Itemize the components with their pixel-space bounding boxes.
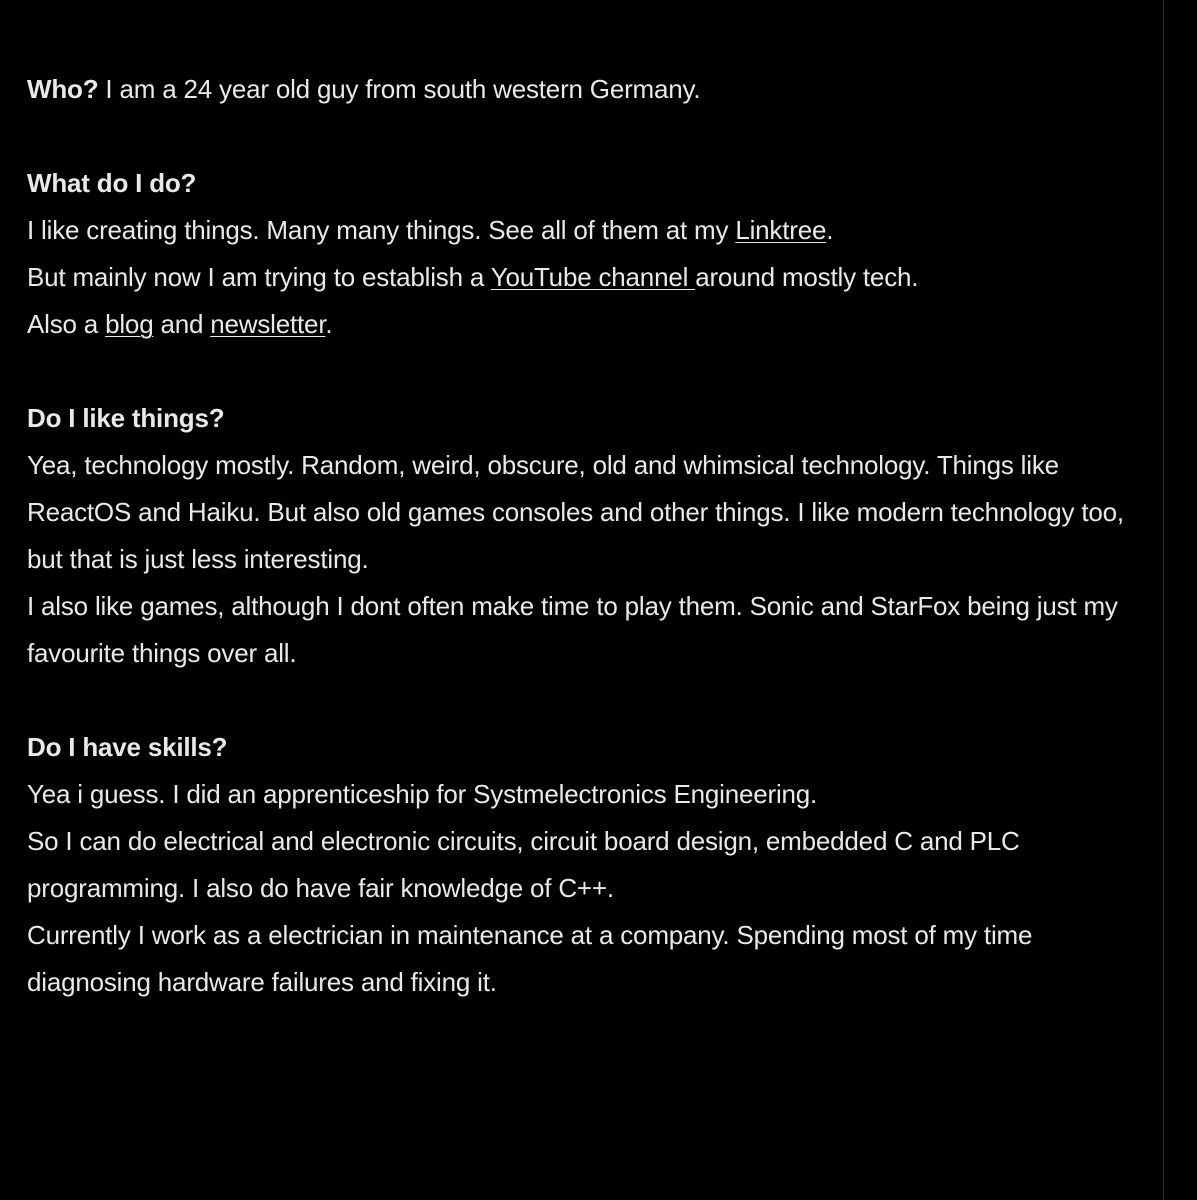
- about-article: [27, 66, 1137, 1006]
- youtube-channel-link[interactable]: YouTube channel: [490, 262, 696, 292]
- skills-paragraph-3: Currently I work as a electrician in maintenance at a company. Spending most of my time diagnosing hardware failures and fixing it.: [27, 920, 1033, 997]
- what-line-2-end: around mostly tech.: [695, 262, 919, 292]
- who-label: Who?: [27, 74, 99, 104]
- who-line: [27, 66, 1137, 113]
- skills-heading: [27, 724, 1137, 771]
- likes-paragraph-1: Yea, technology mostly. Random, weird, obscure, old and whimsical technology. Things like ReactOS and Haiku. But also old games consoles and other things. I like modern technology too, but that is just less interesting.: [27, 450, 1124, 574]
- likes-heading-text: Do I like things?: [27, 403, 225, 433]
- what-line-2: [27, 254, 1137, 301]
- likes-heading: [27, 395, 1137, 442]
- blog-link[interactable]: blog: [105, 309, 154, 339]
- what-heading-text: What do I do?: [27, 168, 197, 198]
- spacer: [27, 348, 1137, 395]
- column-divider: [1163, 0, 1164, 1200]
- skills-heading-text: Do I have skills?: [27, 732, 228, 762]
- who-text: I am a 24 year old guy from south western Germany.: [98, 74, 701, 104]
- what-line-3-text: Also a: [27, 309, 106, 339]
- spacer: [27, 677, 1137, 724]
- linktree-link[interactable]: Linktree: [735, 215, 827, 245]
- what-line-3: [27, 301, 1137, 348]
- what-line-1-text: I like creating things. Many many things. See all of them at my: [27, 215, 736, 245]
- spacer: [27, 113, 1137, 160]
- newsletter-link[interactable]: newsletter: [210, 309, 326, 339]
- skills-paragraph-1: Yea i guess. I did an apprenticeship for Systmelectronics Engineering.: [27, 779, 818, 809]
- skills-paragraph-2: So I can do electrical and electronic circuits, circuit board design, embedded C and PLC programming. I also do have fair knowledge of C++.: [27, 826, 1020, 903]
- what-line-3-mid: and: [153, 309, 211, 339]
- likes-paragraph-2: I also like games, although I dont often make time to play them. Sonic and StarFox being just my favourite things over all.: [27, 591, 1118, 668]
- what-line-1: [27, 207, 1137, 254]
- what-heading: [27, 160, 1137, 207]
- what-line-3-end: .: [325, 309, 333, 339]
- what-line-2-text: But mainly now I am trying to establish a: [27, 262, 491, 292]
- what-line-1-end: .: [826, 215, 834, 245]
